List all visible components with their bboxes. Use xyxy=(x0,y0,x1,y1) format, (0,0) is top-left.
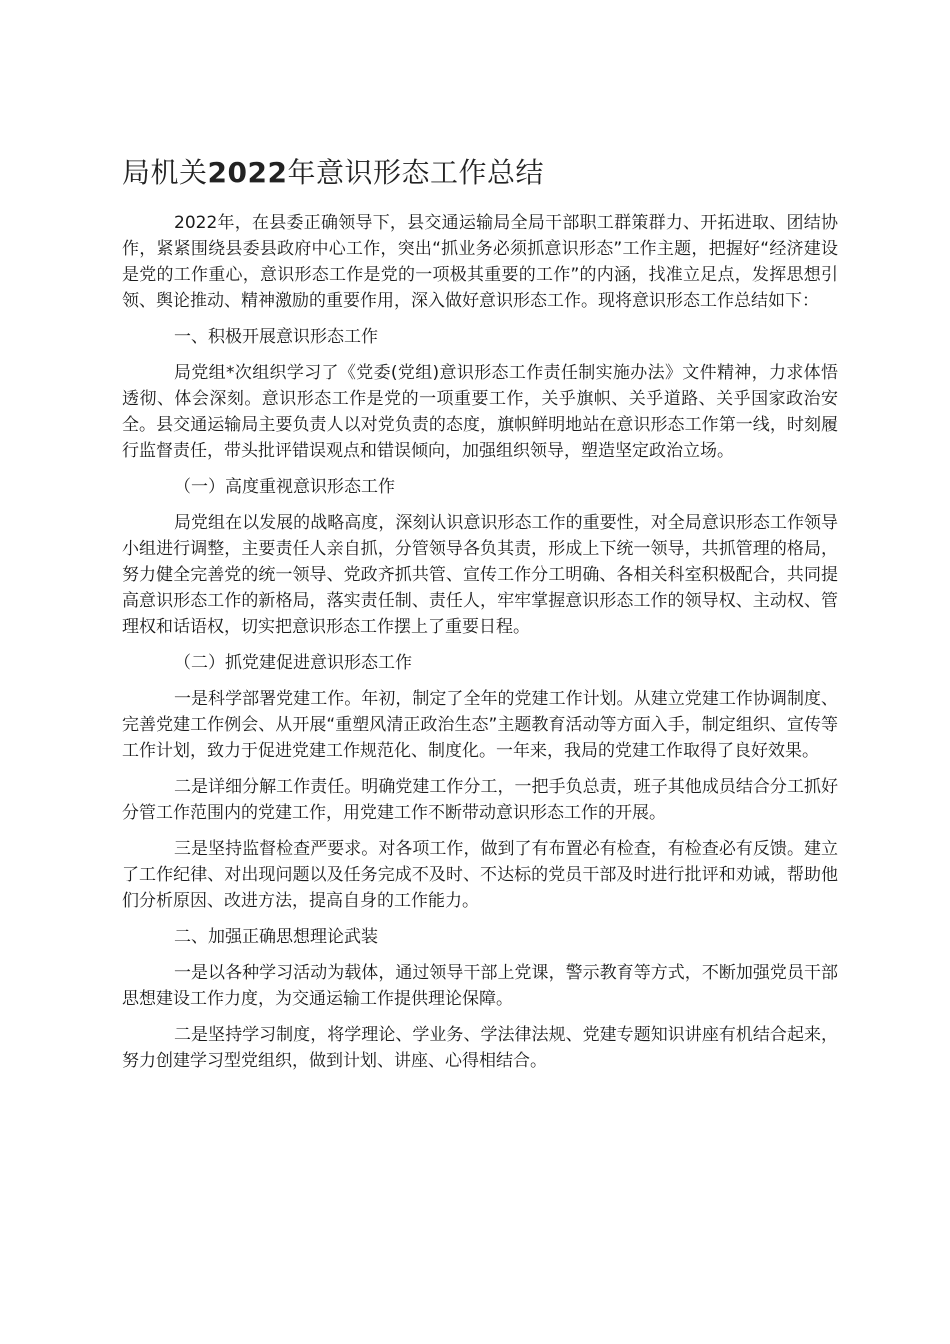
section-heading-1: 一、积极开展意识形态工作 xyxy=(174,327,378,347)
title-suffix: 年意识形态工作总结 xyxy=(287,156,544,189)
subsection-1-2-paragraph-3: 三是坚持监督检查严要求。对各项工作，做到了有布置必有检查，有检查必有反馈。建立了工作纪律、对出现问题以及任务完成不及时、不达标的党员干部及时进行批评和劝诫，帮助他们分析原因、改进方法，提高自身的工作能力。 xyxy=(122,839,838,911)
title-prefix: 局机关 xyxy=(122,156,208,189)
subsection-1-2-paragraph-2: 二是详细分解工作责任。明确党建工作分工，一把手负总责，班子其他成员结合分工抓好分管工作范围内的党建工作，用党建工作不断带动意识形态工作的开展。 xyxy=(122,777,838,823)
section-1-paragraph: 局党组*次组织学习了《党委(党组)意识形态工作责任制实施办法》文件精神，力求体悟透彻、体会深刻。意识形态工作是党的一项重要工作，关乎旗帜、关乎道路、关乎国家政治安全。县交通运输局主要负责人以对党负责的态度，旗帜鲜明地站在意识形态工作第一线，时刻履行监督责任，带头批评错误观点和错误倾向，加强组织领导，塑造坚定政治立场。 xyxy=(122,363,838,461)
subsection-1-2-paragraph-1: 一是科学部署党建工作。年初，制定了全年的党建工作计划。从建立党建工作协调制度、完善党建工作例会、从开展“重塑风清正政治生态”主题教育活动等方面入手，制定组织、宣传等工作计划，致力于促进党建工作规范化、制度化。一年来，我局的党建工作取得了良好效果。 xyxy=(122,689,838,761)
title-year: 2022 xyxy=(207,156,288,189)
intro-paragraph: 2022年，在县委正确领导下，县交通运输局全局干部职工群策群力、开拓进取、团结协作，紧紧围绕县委县政府中心工作，突出“抓业务必须抓意识形态”工作主题，把握好“经济建设是党的工作重心，意识形态工作是党的一项极其重要的工作”的内涵，找准立足点，发挥思想引领、舆论推动、精神激励的重要作用，深入做好意识形态工作。现将意识形态工作总结如下： xyxy=(122,213,838,311)
section-2-paragraph-2: 二是坚持学习制度，将学理论、学业务、学法律法规、党建专题知识讲座有机结合起来，努力创建学习型党组织，做到计划、讲座、心得相结合。 xyxy=(122,1025,838,1071)
subsection-heading-1-1: （一）高度重视意识形态工作 xyxy=(174,477,395,497)
section-heading-2: 二、加强正确思想理论武装 xyxy=(174,927,378,947)
subsection-heading-1-2: （二）抓党建促进意识形态工作 xyxy=(174,653,412,673)
document-title xyxy=(122,150,838,196)
section-2-paragraph-1: 一是以各种学习活动为载体，通过领导干部上党课，警示教育等方式，不断加强党员干部思想建设工作力度，为交通运输工作提供理论保障。 xyxy=(122,963,838,1009)
document-page xyxy=(122,150,838,1084)
subsection-1-1-paragraph: 局党组在以发展的战略高度，深刻认识意识形态工作的重要性，对全局意识形态工作领导小组进行调整，主要责任人亲自抓，分管领导各负其责，形成上下统一领导，共抓管理的格局，努力健全完善党的统一领导、党政齐抓共管、宣传工作分工明确、各相关科室积极配合，共同提高意识形态工作的新格局，落实责任制、责任人，牢牢掌握意识形态工作的领导权、主动权、管理权和话语权，切实把意识形态工作摆上了重要日程。 xyxy=(122,513,838,637)
